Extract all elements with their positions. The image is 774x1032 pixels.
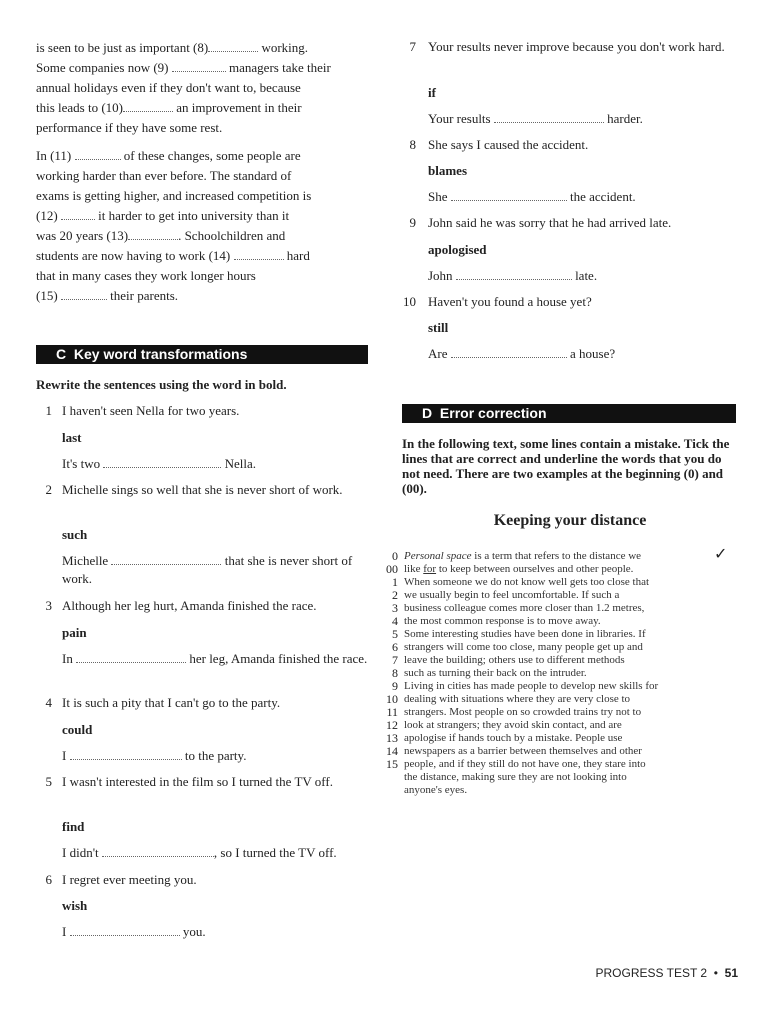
text-line: look at strangers; they avoid skin contact, and are	[404, 719, 622, 731]
answer-line: She the accident.	[428, 189, 636, 204]
answer-line: Michelle that she is never short of work.	[62, 553, 353, 586]
keyword: apologised	[428, 242, 487, 257]
item-sentence: John said he was sorry that he had arrived late.	[428, 215, 672, 230]
item-sentence: She says I caused the accident.	[428, 137, 589, 152]
text-title: Keeping your distance	[493, 512, 647, 529]
answer-line: I didn't , so I turned the TV off.	[62, 845, 337, 860]
text-line: strangers will come too close, many people get up and	[404, 641, 643, 653]
passage-line: In (11) of these changes, some people are	[36, 148, 301, 163]
tick-mark: ✓	[714, 546, 728, 563]
answer-gap-8[interactable]	[451, 189, 567, 201]
gap-8[interactable]	[208, 40, 258, 52]
line-number: 4	[392, 614, 398, 628]
line-number: 12	[386, 718, 398, 732]
section-d-instruction: In the following text, some lines contain a mistake. Tick the lines that are correct and underline the words that you do not need. There are two examples at the beginning (0) and (00).	[402, 436, 730, 496]
passage-line: this leads to (10) an improvement in their	[36, 100, 302, 115]
line-number: 15	[386, 757, 398, 771]
passage-line: performance if they have some rest.	[36, 120, 223, 135]
answer-line: John late.	[428, 268, 598, 283]
passage-line: annual holidays even if they don't want to, because	[36, 80, 301, 95]
passage-line: Some companies now (9) managers take their	[36, 60, 331, 75]
item-sentence: Haven't you found a house yet?	[428, 294, 592, 309]
item-sentence: I regret ever meeting you.	[62, 872, 197, 887]
text-line: newspapers as a barrier between themselves and other	[404, 745, 642, 757]
keyword: if	[428, 85, 436, 100]
item-sentence: It is such a pity that I can't go to the party.	[62, 695, 281, 710]
answer-gap-5[interactable]	[102, 845, 214, 857]
keyword: find	[62, 819, 85, 834]
gap-15[interactable]	[61, 288, 107, 300]
text-line: such as turning their back on the intruder.	[404, 667, 587, 679]
answer-line: Your results harder.	[428, 111, 643, 126]
answer-gap-6[interactable]	[70, 924, 180, 936]
line-number: 13	[386, 731, 398, 745]
line-number: 10	[386, 692, 398, 706]
line-number: 5	[392, 627, 398, 641]
line-number: 00	[386, 562, 398, 576]
text-line: we usually begin to feel uncomfortable. If such a	[404, 589, 620, 601]
gap-14[interactable]	[234, 248, 284, 260]
item-number: 6	[45, 872, 52, 887]
answer-gap-1[interactable]	[103, 456, 221, 468]
text-line: apologise if hands touch by a mistake. People use	[404, 732, 623, 744]
line-number: 6	[392, 640, 398, 654]
item-number: 4	[45, 695, 52, 710]
keyword: blames	[428, 163, 467, 178]
item-number: 7	[409, 39, 416, 54]
passage-line: students are now having to work (14) hard	[36, 248, 310, 263]
item-sentence: Although her leg hurt, Amanda finished the race.	[62, 598, 317, 613]
line-number: 8	[392, 666, 398, 680]
answer-gap-10[interactable]	[451, 346, 567, 358]
text-line: Personal space is a term that refers to the distance we	[404, 550, 642, 562]
section-d-header: D Error correction	[402, 404, 736, 423]
item-number: 8	[409, 137, 416, 152]
item-number: 9	[409, 215, 416, 230]
item-number: 10	[403, 294, 416, 309]
passage-line: exams is getting higher, and increased competition is	[36, 188, 312, 203]
text-line: Living in cities has made people to develop new skills for	[404, 680, 659, 692]
item-number: 5	[45, 774, 52, 789]
line-number: 7	[392, 653, 398, 667]
text-line: When someone we do not know well gets too close that	[404, 576, 650, 588]
item-number: 1	[45, 403, 52, 418]
item-sentence: Michelle sings so well that she is never short of work.	[62, 482, 343, 497]
passage-line: is seen to be just as important (8) working.	[36, 40, 309, 55]
answer-line: I you.	[62, 924, 206, 939]
text-line: anyone's eyes.	[404, 784, 468, 796]
gap-13[interactable]	[128, 228, 178, 240]
line-number: 3	[392, 601, 398, 615]
keyword: still	[428, 320, 449, 335]
line-number: 1	[392, 575, 398, 589]
underlined-word[interactable]: for	[423, 563, 437, 575]
passage-line: (15) their parents.	[36, 288, 179, 303]
gap-9[interactable]	[172, 60, 226, 72]
answer-line: In her leg, Amanda finished the race.	[62, 651, 368, 666]
answer-gap-9[interactable]	[456, 268, 572, 280]
answer-line: I to the party.	[62, 748, 247, 763]
line-number: 2	[392, 588, 398, 602]
section-c-instruction: Rewrite the sentences using the word in bold.	[36, 377, 287, 392]
text-line: strangers. Most people on so crowded trains try not to	[404, 706, 642, 718]
gap-12[interactable]	[61, 208, 95, 220]
passage-line: was 20 years (13) . Schoolchildren and	[36, 228, 286, 243]
keyword: such	[62, 527, 88, 542]
page-footer: PROGRESS TEST 2 • 51	[595, 966, 738, 980]
item-sentence: I wasn't interested in the film so I turned the TV off.	[62, 774, 333, 789]
page-number: 51	[724, 966, 738, 980]
answer-gap-7[interactable]	[494, 111, 604, 123]
item-number: 3	[45, 598, 52, 613]
item-sentence: Your results never improve because you don't work hard.	[428, 39, 725, 54]
text-line: leave the building; others use to different methods	[404, 654, 625, 666]
answer-gap-4[interactable]	[70, 748, 182, 760]
text-line: people, and if they still do not have one, they stare into	[404, 758, 646, 770]
passage-line: (12) it harder to get into university than it	[36, 208, 290, 223]
text-line: Some interesting studies have been done in libraries. If	[404, 628, 646, 640]
item-number: 2	[45, 482, 52, 497]
italic-term: Personal space	[404, 550, 472, 562]
line-number: 0	[392, 549, 398, 563]
gap-11[interactable]	[75, 148, 121, 160]
keyword: last	[62, 430, 82, 445]
item-sentence: I haven't seen Nella for two years.	[62, 403, 240, 418]
answer-line: It's two Nella.	[62, 456, 256, 471]
line-number: 14	[386, 744, 398, 758]
text-line: dealing with situations where they are very close to	[404, 693, 631, 705]
text-line: business colleague comes more closer than 1.2 metres,	[404, 602, 645, 614]
passage-line: that in many cases they work longer hours	[36, 268, 256, 283]
answer-line: Are a house?	[428, 346, 616, 361]
keyword: wish	[62, 898, 88, 913]
text-line: like for to keep between ourselves and other people.	[404, 563, 634, 575]
keyword: could	[62, 722, 93, 737]
answer-gap-3[interactable]	[76, 651, 186, 663]
passage-line: working harder than ever before. The standard of	[36, 168, 292, 183]
gap-10[interactable]	[123, 100, 173, 112]
section-c-header: C Key word transformations	[36, 345, 368, 364]
answer-gap-2[interactable]	[111, 553, 221, 565]
text-line: the distance, making sure they are not looking into	[404, 771, 627, 783]
text-line: the most common response is to move away.	[404, 615, 601, 627]
keyword: pain	[62, 625, 87, 640]
line-number: 9	[392, 679, 398, 693]
line-number: 11	[386, 705, 398, 719]
